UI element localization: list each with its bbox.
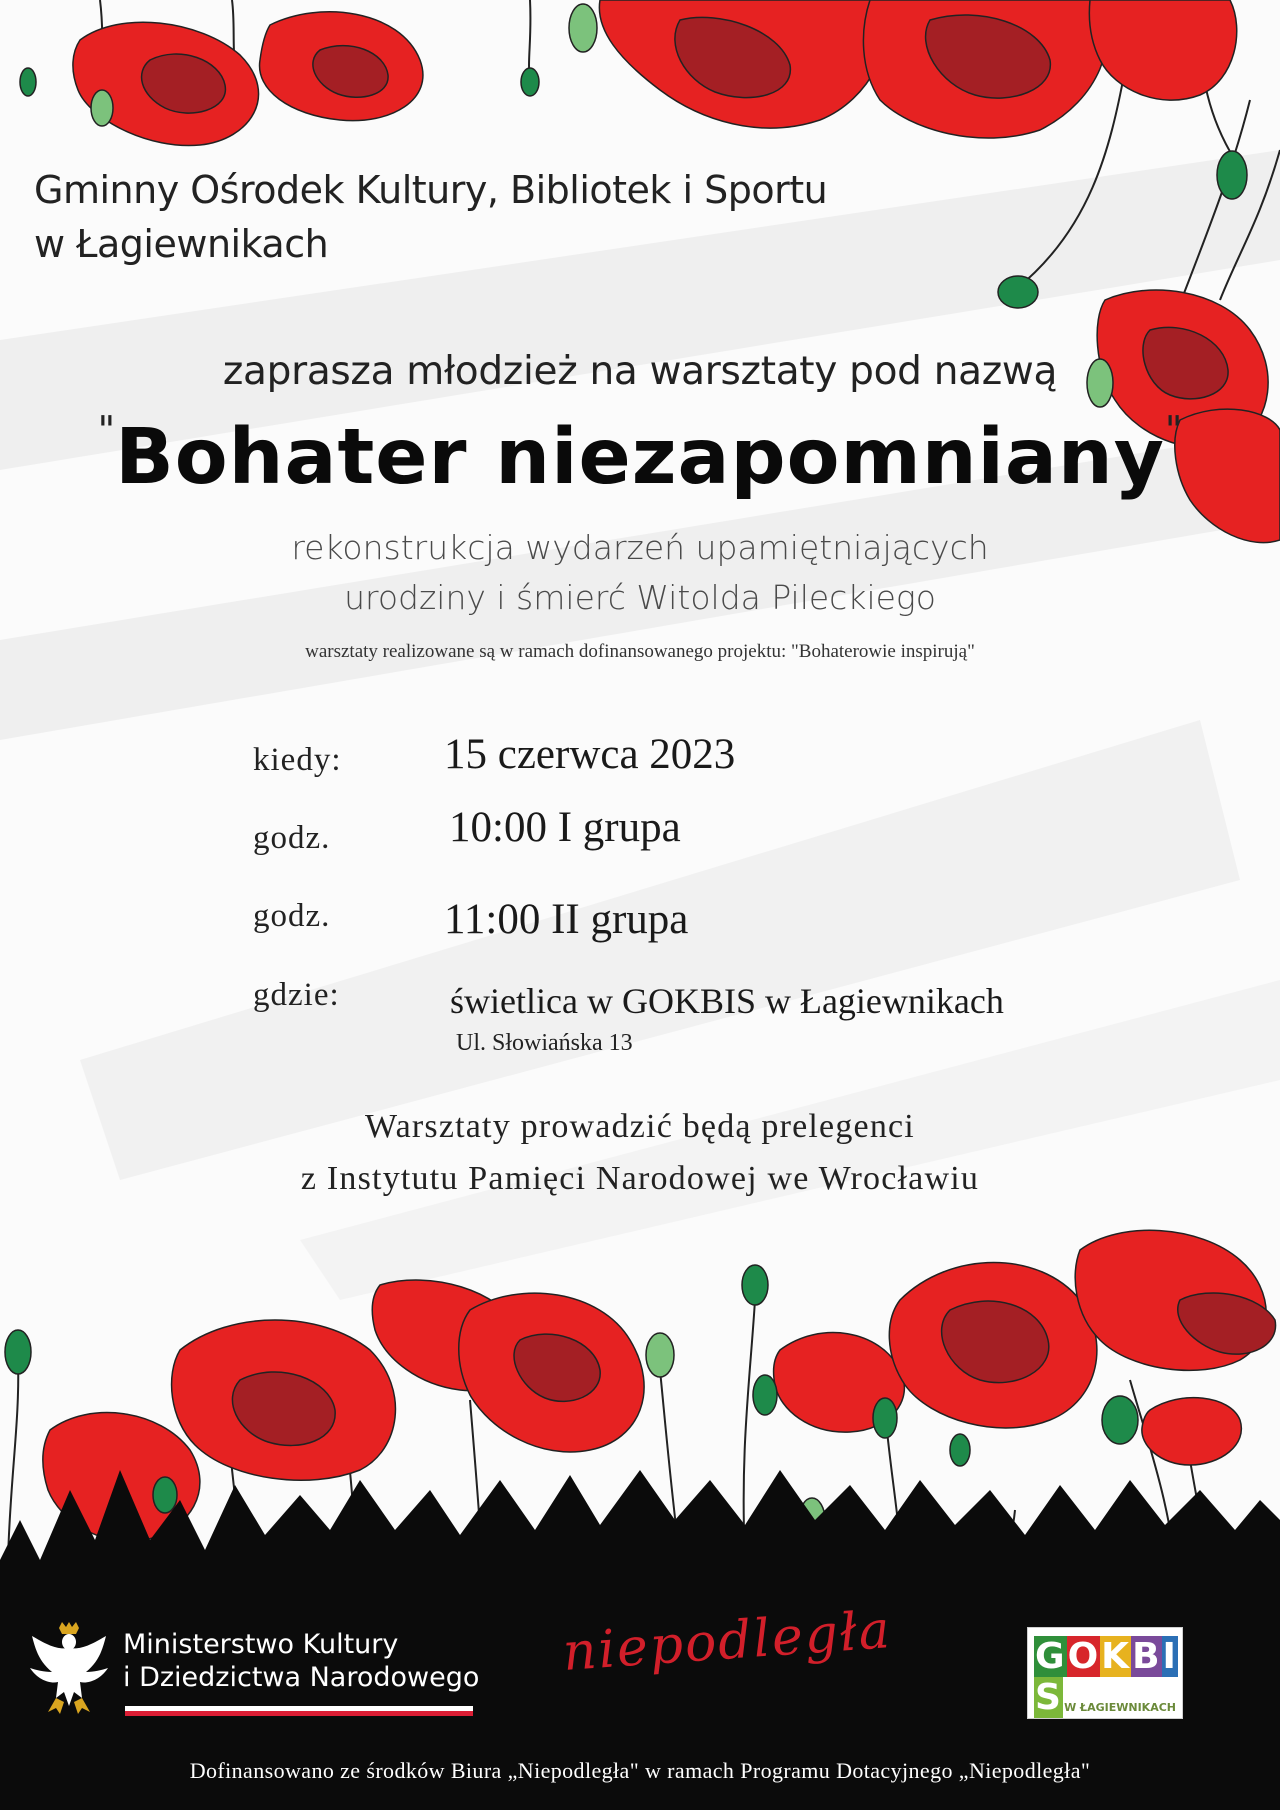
when-value: 15 czerwca 2023 (444, 731, 736, 778)
time2-label: godz. (253, 898, 331, 934)
ministry-name-line1: Ministerstwo Kultury (123, 1629, 399, 1660)
organizer-name: Gminny Ośrodek Kultury, Bibliotek i Sportu (34, 168, 828, 212)
project-note: warsztaty realizowane są w ramach dofinansowanego projektu: "Bohaterowie inspirują" (305, 641, 975, 662)
eagle-emblem-icon (26, 1622, 112, 1718)
workshop-title-row (0, 408, 1280, 502)
presenters-line2: z Instytutu Pamięci Narodowej we Wrocławiu (300, 1160, 980, 1197)
subtitle-line1: rekonstrukcja wydarzeń upamiętniających (291, 528, 989, 567)
gokbis-logo (1027, 1627, 1183, 1719)
where-value: świetlica w GOKBIS w Łagiewnikach (450, 981, 1004, 1021)
flag-bar-red (125, 1711, 473, 1716)
time1-value: 10:00 I grupa (449, 804, 681, 851)
gokbis-letter: O (1067, 1636, 1100, 1677)
close-quote: " (1164, 408, 1183, 452)
open-quote: " (97, 408, 116, 452)
gokbis-town: W ŁAGIEWNIKACH (1064, 1701, 1176, 1714)
gokbis-letter: S (1035, 1677, 1062, 1718)
gokbis-letter: I (1162, 1636, 1177, 1677)
subtitle-line2: urodziny i śmierć Witolda Pileckiego (344, 578, 936, 617)
time2-value: 11:00 II grupa (444, 896, 689, 943)
time1-label: godz. (253, 820, 331, 856)
workshop-title: Bohater niezapomniany (115, 413, 1165, 502)
gokbis-letter: G (1035, 1636, 1066, 1677)
invitation-intro: zaprasza młodzież na warsztaty pod nazwą (222, 349, 1058, 394)
ministry-name-line2: i Dziedzictwa Narodowego (123, 1662, 480, 1693)
gokbis-letter: K (1101, 1636, 1131, 1677)
where-label: gdzie: (253, 977, 340, 1013)
organizer-location: w Łagiewnikach (34, 222, 329, 266)
where-address: Ul. Słowiańska 13 (456, 1030, 633, 1056)
gokbis-letter: B (1132, 1636, 1161, 1677)
bottom-poppies (43, 1230, 1276, 1541)
niepodlegla-logo: niepodległa (560, 1600, 894, 1683)
funding-footer: Dofinansowano ze środków Biura „Niepodległa" w ramach Programu Dotacyjnego „Niepodległa" (189, 1758, 1091, 1783)
presenters-line1: Warsztaty prowadzić będą prelegenci (365, 1108, 915, 1145)
when-label: kiedy: (253, 742, 342, 778)
